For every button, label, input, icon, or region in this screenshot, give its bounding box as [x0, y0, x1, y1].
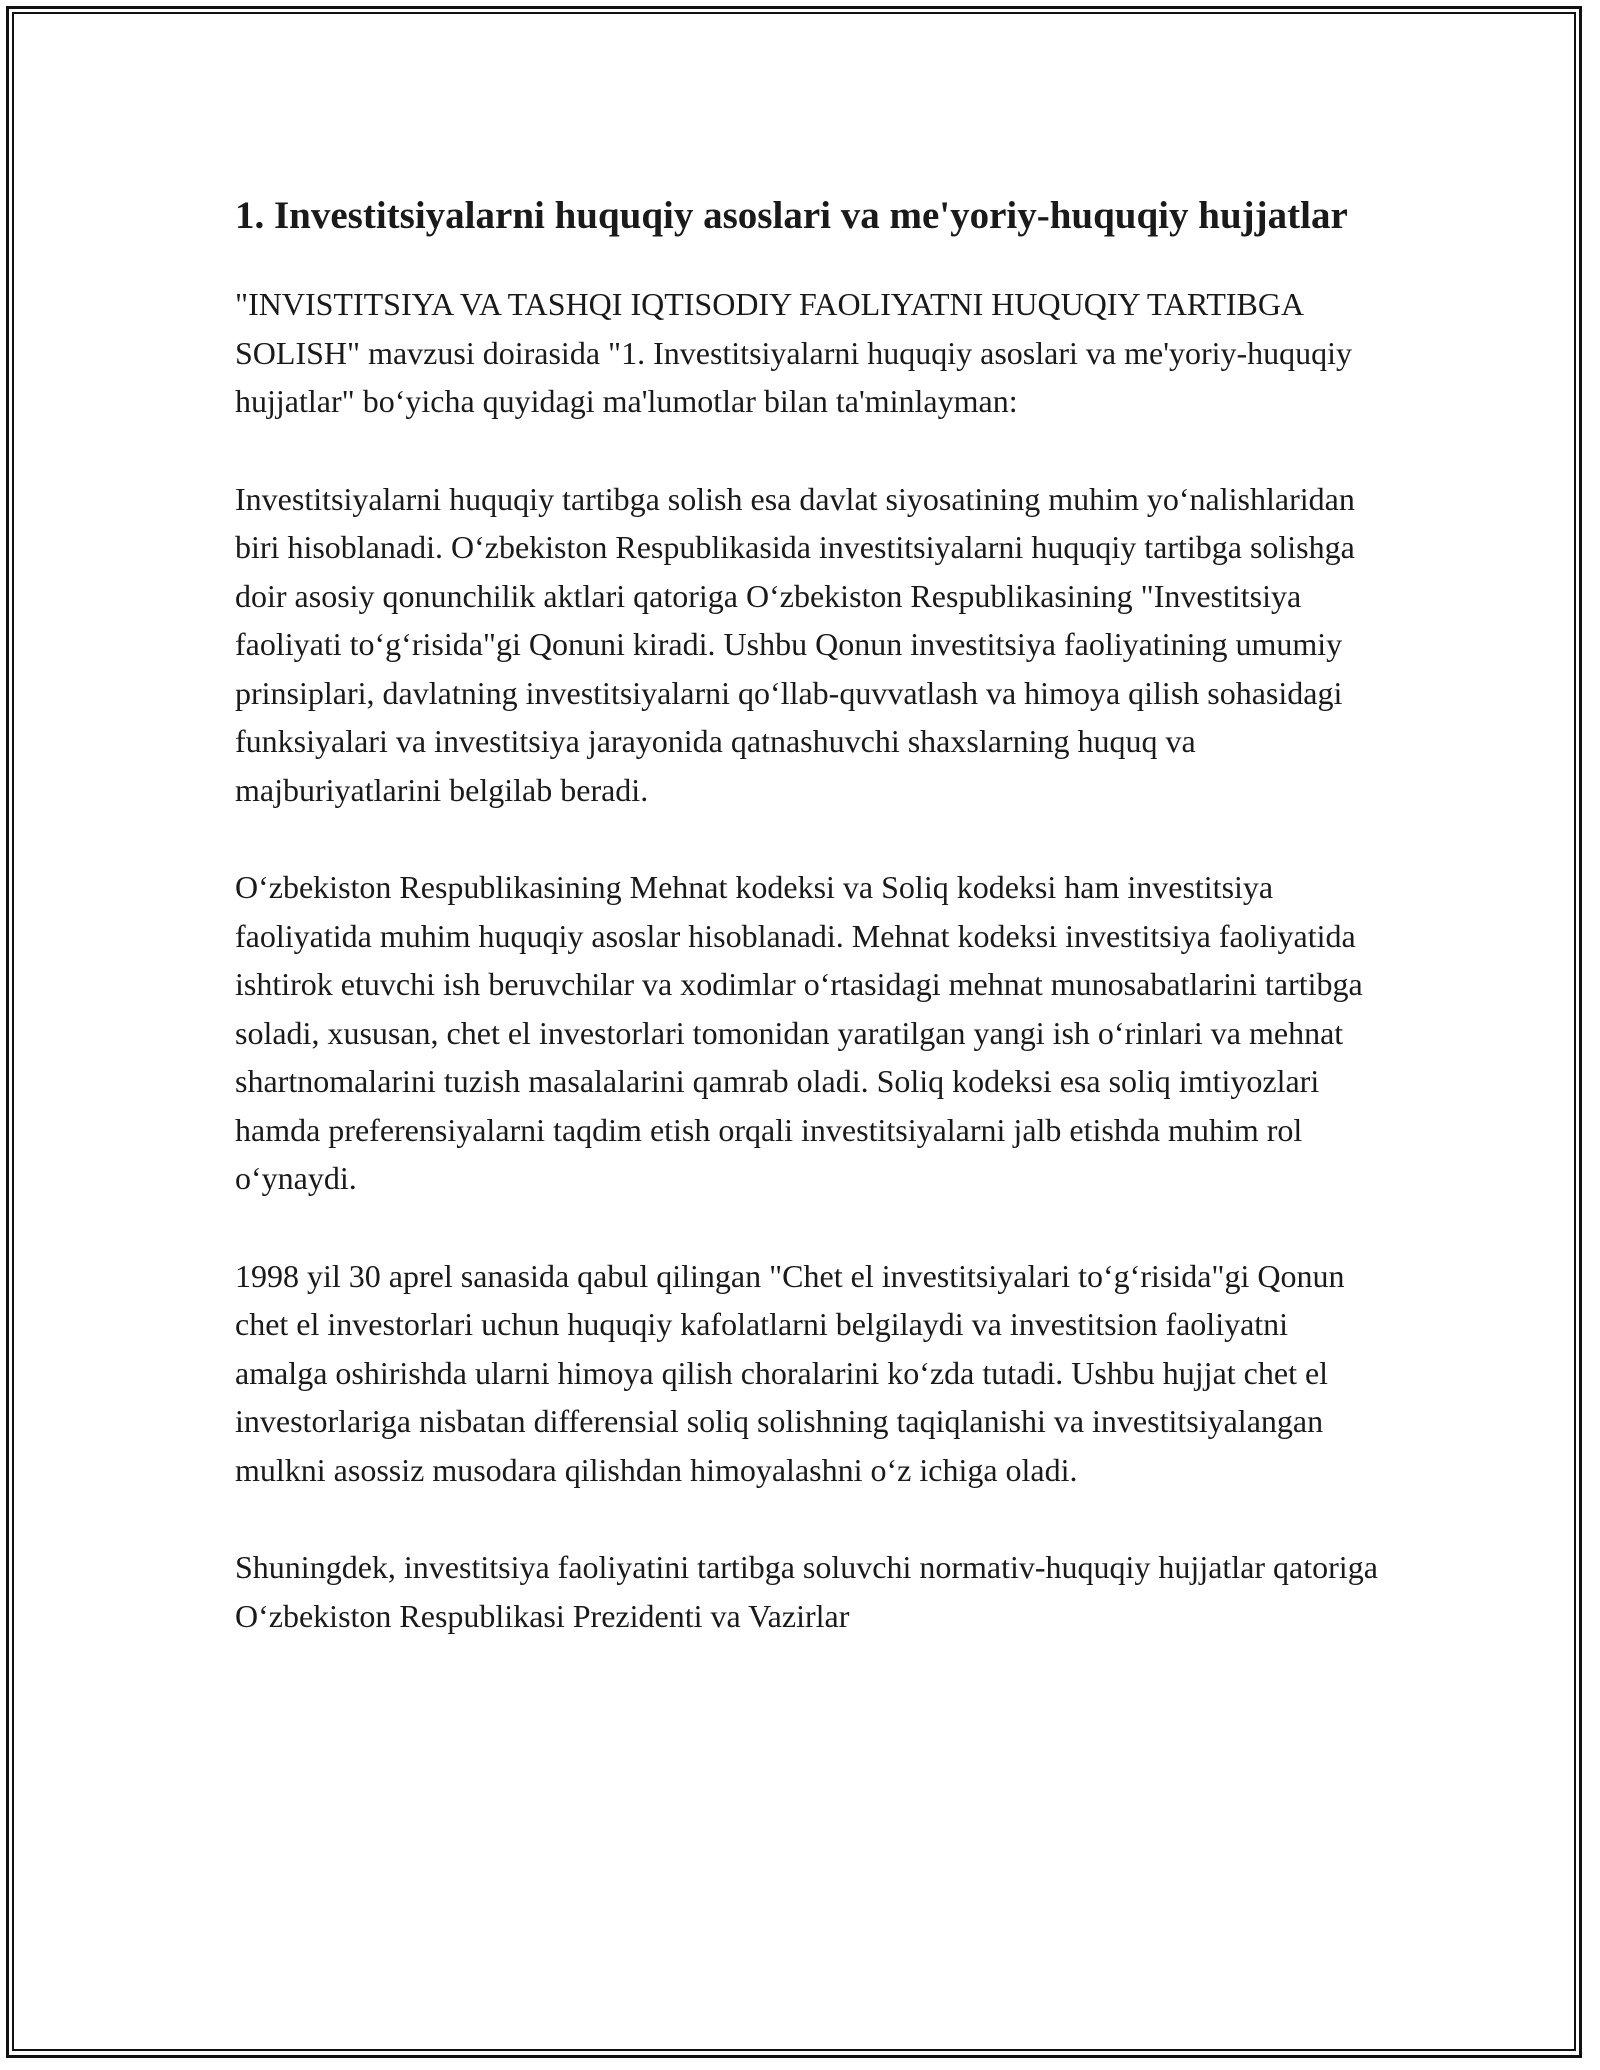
paragraph-normative-acts: Shuningdek, investitsiya faoliyatini tartibga soluvchi normativ-huquqiy hujjatlar qatoriga Oʻzbekiston Respublikasi Prezidenti va Vazirlar: [235, 1549, 1378, 1634]
paragraph-labor-tax-codes: Oʻzbekiston Respublikasining Mehnat kodeksi va Soliq kodeksi ham investitsiya faoliyatida muhim huquqiy asoslar hisoblanadi. Mehnat kodeksi investitsiya faoliyatida ishtirok etuvchi ish beruvchilar va xodimlar oʻrtasidagi mehnat munosabatlarini tartibga soladi, xususan, chet el investorlari tomonidan yaratilgan yangi ish oʻrinlari va mehnat shartnomalarini tuzish masalalarini qamrab oladi. Soliq kodeksi esa soliq imtiyozlari hamda preferensiyalarni taqdim etish orqali investitsiyalarni jalb etishda muhim rol oʻynaydi.: [235, 869, 1363, 1196]
paragraph-investment-law: Investitsiyalarni huquqiy tartibga solish esa davlat siyosatining muhim yoʻnalishlaridan biri hisoblanadi. Oʻzbekiston Respublikasida investitsiyalarni huquqiy tartibga solishga doir asosiy qonunchilik aktlari qatoriga Oʻzbekiston Respublikasining "Investitsiya faoliyati toʻgʻrisida"gi Qonuni kiradi. Ushbu Qonun investitsiya faoliyatining umumiy prinsiplari, davlatning investitsiyalarni qoʻllab-quvvatlash va himoya qilish sohasidagi funksiyalari va investitsiya jarayonida qatnashuvchi shaxslarning huquq va majburiyatlarini belgilab beradi.: [235, 480, 1355, 808]
paragraph-foreign-investment-law: 1998 yil 30 aprel sanasida qabul qilingan "Chet el investitsiyalari toʻgʻrisida"gi Qonun chet el investorlari uchun huquqiy kafolatlarni belgilaydi va investitsion faoliyatni amalga oshirishda ularni himoya qilish choralarini koʻzda tutadi. Ushbu hujjat chet el investorlariga nisbatan differensial soliq solishning taqiqlanishi va investitsiyalangan mulkni asossiz musodara qilishdan himoyalashni oʻz ichiga oladi.: [235, 1257, 1345, 1488]
paragraph-intro: "INVISTITSIYA VA TASHQI IQTISODIY FAOLIYATNI HUQUQIY TARTIBGA SOLISH" mavzusi doirasida "1. Investitsiyalarni huquqiy asoslari va me'yoriy-huquqiy hujjatlar" boʻyicha quyidagi ma'lumotlar bilan ta'minlayman:: [235, 286, 1353, 419]
document-body: [235, 188, 1385, 1640]
document-heading: 1. Investitsiyalarni huquqiy asoslari va me'yoriy-huquqiy hujjatlar: [235, 194, 1348, 237]
